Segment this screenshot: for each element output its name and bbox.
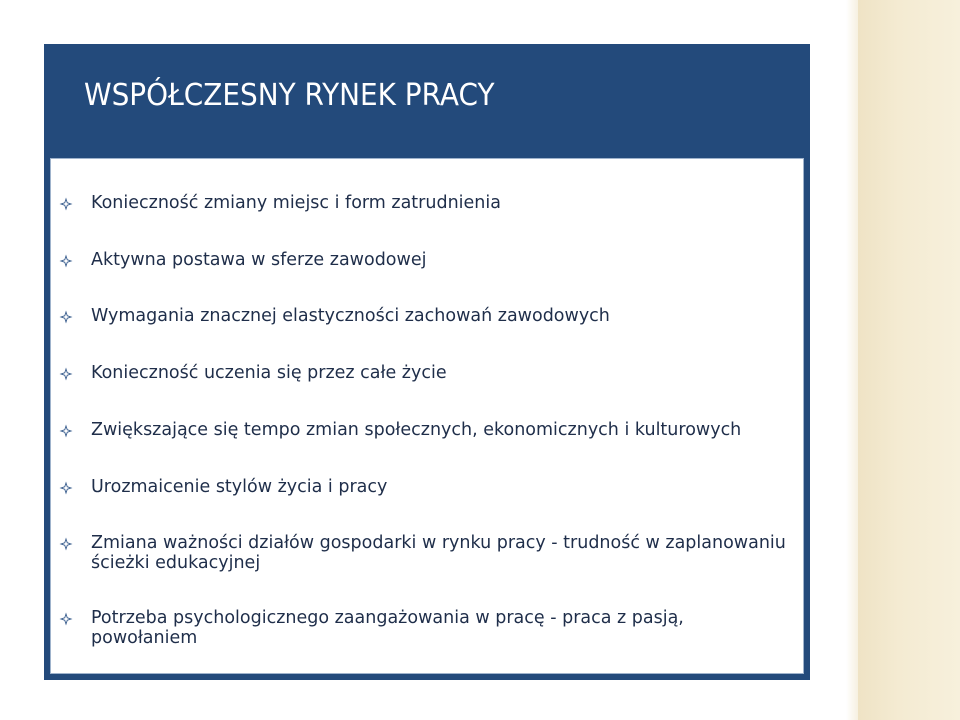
decorative-side-strip xyxy=(858,0,960,720)
bullet-text: Konieczność uczenia się przez całe życie xyxy=(91,363,447,383)
bullet-text: Aktywna postawa w sferze zawodowej xyxy=(91,250,427,270)
title-band xyxy=(44,44,810,152)
bullet-text: Konieczność zmiany miejsc i form zatrudnienia xyxy=(91,193,501,213)
bullet-list xyxy=(50,158,804,674)
bullet-text: Zmiana ważności działów gospodarki w rynku pracy - trudność w zaplanowaniu ścieżki edukacyjnej xyxy=(91,533,786,573)
bullet-text: Potrzeba psychologicznego zaangażowania w pracę - praca z pasją, powołaniem xyxy=(91,608,684,648)
diamond-star-icon xyxy=(59,254,73,268)
diamond-star-icon xyxy=(59,367,73,381)
diamond-star-icon xyxy=(59,612,73,626)
diamond-star-icon xyxy=(59,481,73,495)
diamond-star-icon xyxy=(59,310,73,324)
diamond-star-icon xyxy=(59,424,73,438)
bullet-text: Zwiększające się tempo zmian społecznych, ekonomicznych i kulturowych xyxy=(91,420,742,440)
diamond-star-icon xyxy=(59,197,73,211)
bullet-text: Urozmaicenie stylów życia i pracy xyxy=(91,477,388,497)
bullet-text: Wymagania znacznej elastyczności zachowań zawodowych xyxy=(91,306,610,326)
content-box xyxy=(44,152,810,680)
diamond-star-icon xyxy=(59,537,73,551)
slide-title: WSPÓŁCZESNY RYNEK PRACY xyxy=(84,78,495,113)
